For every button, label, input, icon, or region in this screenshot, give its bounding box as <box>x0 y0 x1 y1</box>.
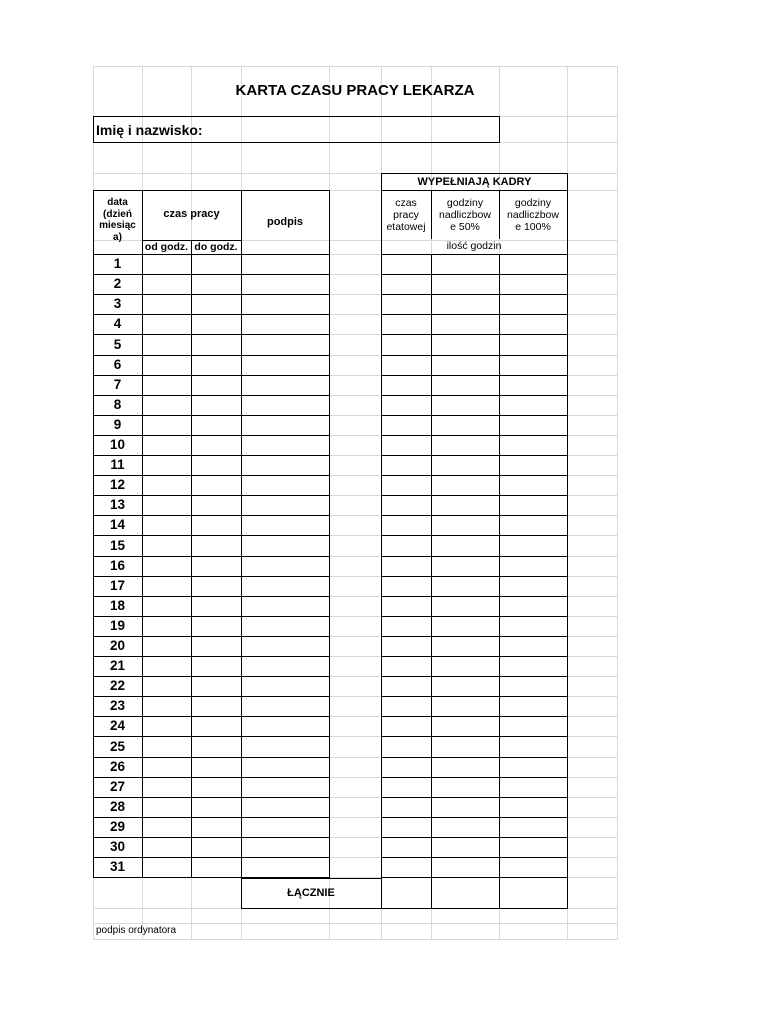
border-line <box>381 190 568 191</box>
border-line <box>93 142 500 143</box>
day-number: 30 <box>109 839 126 855</box>
overtime-100-header <box>499 192 567 238</box>
border-line <box>381 736 568 737</box>
border-line <box>381 656 568 657</box>
name-field[interactable] <box>240 118 496 140</box>
day-number: 24 <box>109 718 126 734</box>
border-line <box>381 877 568 878</box>
border-line <box>381 375 568 376</box>
grid-row-line <box>93 939 618 940</box>
day-number: 1 <box>113 256 122 272</box>
border-line <box>381 777 568 778</box>
day-number: 27 <box>109 779 126 795</box>
date-header-line: miesiąc <box>99 220 136 231</box>
day-number: 23 <box>109 698 126 714</box>
border-line <box>93 116 94 143</box>
day-number: 6 <box>113 357 122 373</box>
border-line <box>381 817 568 818</box>
grid-row-line <box>93 66 618 67</box>
day-number: 9 <box>113 417 122 433</box>
day-number: 12 <box>109 477 126 493</box>
day-number: 14 <box>109 517 126 533</box>
border-line <box>381 415 568 416</box>
border-line <box>381 837 568 838</box>
border-line <box>381 334 568 335</box>
border-line <box>381 636 568 637</box>
overtime-100-line: godziny <box>514 196 552 209</box>
ward-head-signature-label: podpis ordynatora <box>96 925 177 937</box>
border-line <box>499 254 500 909</box>
work-time-header: czas pracy <box>163 207 220 220</box>
day-number: 5 <box>113 336 122 352</box>
day-number: 29 <box>109 819 126 835</box>
day-number: 17 <box>109 578 126 594</box>
regular-time-line: etatowej <box>386 221 426 234</box>
overtime-50-line: nadliczbow <box>439 208 491 221</box>
day-number: 2 <box>113 276 122 292</box>
day-number: 4 <box>113 316 122 332</box>
border-line <box>381 757 568 758</box>
border-line <box>241 908 568 909</box>
day-number: 26 <box>109 759 126 775</box>
date-header-line: a) <box>113 231 122 243</box>
border-line <box>381 596 568 597</box>
regular-time-line: pracy <box>393 208 419 221</box>
border-line <box>381 173 382 909</box>
day-number: 11 <box>110 457 125 473</box>
day-number: 7 <box>113 377 122 393</box>
border-line <box>381 314 568 315</box>
border-line <box>241 190 242 909</box>
overtime-50-line: e 50% <box>450 221 480 234</box>
day-number: 20 <box>109 638 126 654</box>
border-line <box>381 515 568 516</box>
overtime-50-header <box>431 192 499 238</box>
border-line <box>499 116 500 143</box>
day-number: 28 <box>109 799 126 815</box>
form-title: KARTA CZASU PRACY LEKARZA <box>235 82 475 100</box>
regular-time-header <box>381 192 431 238</box>
day-number: 19 <box>109 618 126 634</box>
date-header-line: data <box>107 197 128 208</box>
date-column-header <box>93 192 142 248</box>
day-number: 22 <box>109 678 126 694</box>
border-line <box>381 556 568 557</box>
hours-count-label: ilość godzin <box>446 240 502 253</box>
border-line <box>381 274 568 275</box>
day-number: 15 <box>109 537 126 553</box>
date-header-line: (dzień <box>103 208 132 220</box>
border-line <box>381 254 568 255</box>
border-line <box>381 696 568 697</box>
border-line <box>381 455 568 456</box>
overtime-50-line: godziny <box>446 196 484 209</box>
hr-section-header: WYPEŁNIAJĄ KADRY <box>417 175 532 188</box>
border-line <box>381 616 568 617</box>
from-hour-header: od godz. <box>144 240 189 253</box>
day-number: 3 <box>113 296 122 312</box>
overtime-100-line: nadliczbow <box>507 208 559 221</box>
border-line <box>381 857 568 858</box>
grid-column-line <box>617 66 618 939</box>
border-line <box>381 395 568 396</box>
to-hour-header: do godz. <box>194 240 238 253</box>
border-line <box>191 240 192 878</box>
day-number: 31 <box>109 859 126 875</box>
border-line <box>431 254 432 909</box>
border-line <box>381 495 568 496</box>
border-line <box>381 797 568 798</box>
day-number: 13 <box>109 497 126 513</box>
border-line <box>381 576 568 577</box>
border-line <box>381 535 568 536</box>
signature-header: podpis <box>266 215 304 228</box>
day-number: 18 <box>109 598 126 614</box>
day-number: 8 <box>113 397 122 413</box>
border-line <box>381 475 568 476</box>
border-line <box>381 435 568 436</box>
border-line <box>381 294 568 295</box>
day-number: 16 <box>109 558 126 574</box>
border-line <box>381 716 568 717</box>
border-line <box>381 676 568 677</box>
overtime-100-line: e 100% <box>515 221 551 234</box>
total-label: ŁĄCZNIE <box>287 886 335 899</box>
regular-time-line: czas <box>395 196 417 209</box>
border-line <box>93 116 500 117</box>
day-number: 10 <box>109 437 126 453</box>
day-number: 25 <box>109 738 126 754</box>
name-label: Imię i nazwisko: <box>96 121 203 138</box>
day-number: 21 <box>109 658 126 674</box>
border-line <box>567 173 568 909</box>
border-line <box>381 355 568 356</box>
